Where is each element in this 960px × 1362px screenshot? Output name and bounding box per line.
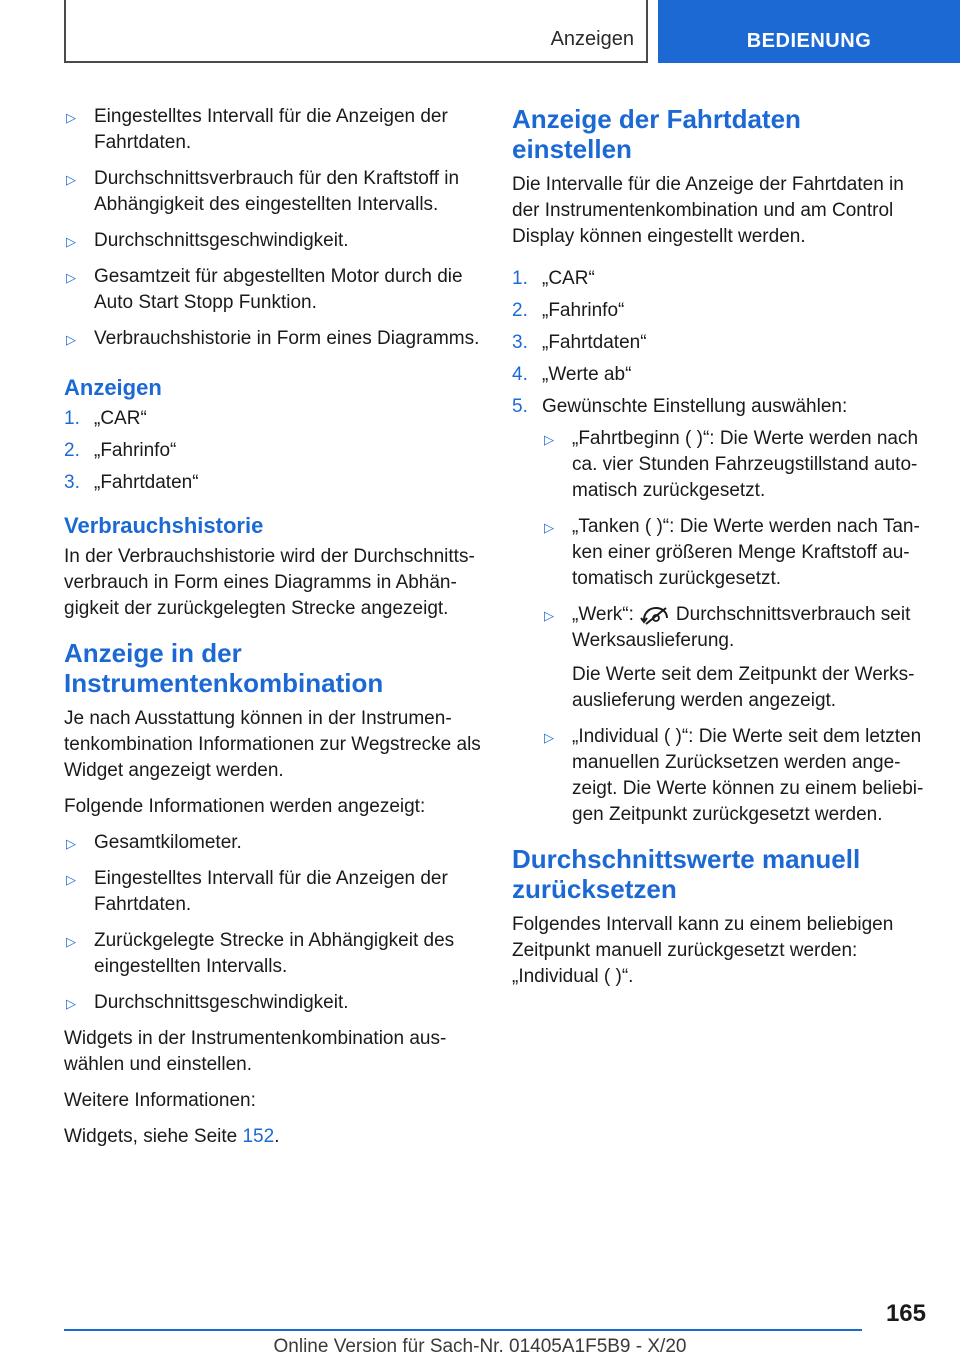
werk-note: Die Werte seit dem Zeitpunkt der Werksauslieferung werden angezeigt. [572, 664, 915, 711]
list-item: ▷ Durchschnittsgeschwindigkeit. [64, 990, 482, 1016]
list-item: ▷ Eingestelltes Intervall für die Anzeigen der Fahrtdaten. [66, 106, 448, 153]
step-item: 2. „Fahrinfo“ [64, 440, 177, 461]
list-item: ▷ Durchschnittsgeschwindigkeit. [64, 228, 482, 254]
heading-fahrtdaten-einstellen: Anzeige der Fahrtdaten einstellen [512, 104, 801, 164]
step-item: 4. „Werte ab“ [512, 364, 632, 385]
triangle-bullet-icon: ▷ [66, 332, 76, 347]
triangle-bullet-icon: ▷ [544, 432, 554, 447]
left-column [64, 104, 482, 1160]
page-number: 165 [885, 1300, 926, 1327]
kombi-paragraph-3: Widgets in der Instrumentenkombination auswählen und einstellen. [64, 1028, 447, 1075]
einstellen-paragraph: Die Intervalle für die Anzeige der Fahrtdaten in der Instrumentenkombination und am Control Display können eingestellt werden. [512, 174, 904, 247]
heading-instrumentenkombination: Anzeige in der Instrumentenkombination [64, 638, 384, 698]
option-tanken: ▷ „Tanken ( )“: Die Werte werden nach Tanken einer größeren Menge Kraftstoff automatisch zurückgesetzt. [544, 516, 920, 589]
factory-reset-icon [638, 604, 672, 626]
triangle-bullet-icon: ▷ [544, 608, 554, 623]
triangle-bullet-icon: ▷ [544, 520, 554, 535]
einstellen-steps [512, 266, 928, 828]
right-column [512, 104, 928, 1000]
historie-paragraph: In der Verbrauchshistorie wird der Durchschnittsverbrauch in Form eines Diagramms in Abhängigkeit der zurückgelegten Strecke angezeigt. [64, 546, 475, 619]
heading-anzeigen: Anzeigen [64, 375, 162, 400]
step-item: 3. „Fahrtdaten“ [64, 472, 199, 493]
list-item: ▷ Gesamtkilometer. [64, 830, 482, 856]
chapter-title: BEDIENUNG [746, 30, 872, 52]
list-item: ▷ Eingestelltes Intervall für die Anzeigen der Fahrtdaten. [66, 868, 448, 915]
option-werk: ▷ „Werk“: Durchschnittsverbrauch seit Werksauslieferung. Die Werte seit dem Zeitpunkt der Werksauslieferung werden angezeigt. [542, 602, 928, 714]
kombi-paragraph-1: Je nach Ausstattung können in der Instrumentenkombination Informationen zur Wegstrecke als Widget angezeigt werden. [64, 708, 481, 781]
kombi-paragraph-2: Folgende Informationen werden angezeigt: [64, 796, 426, 817]
triangle-bullet-icon: ▷ [66, 872, 76, 887]
step-item: 2. „Fahrinfo“ [512, 300, 625, 321]
heading-durchschnittswerte-zuruecksetzen: Durchschnittswerte manuell zurücksetzen [512, 844, 861, 904]
triangle-bullet-icon: ▷ [66, 934, 76, 949]
option-individual: ▷ „Individual ( )“: Die Werte seit dem letzten manuellen Zurücksetzen werden angezeigt. Die Werte können zu einem beliebigen Zeitpunkt zurückgesetzt werden. [544, 726, 924, 825]
triangle-bullet-icon: ▷ [66, 270, 76, 285]
list-item: ▷ Zurückgelegte Strecke in Abhängigkeit des eingestellten Intervalls. [66, 930, 455, 977]
footer-text: Online Version für Sach-Nr. 01405A1F5B9 - X/20 [273, 1336, 687, 1357]
triangle-bullet-icon: ▷ [66, 996, 76, 1011]
kombi-bullet-list [64, 830, 482, 1016]
triangle-bullet-icon: ▷ [66, 234, 76, 249]
heading-verbrauchshistorie: Verbrauchshistorie [64, 513, 264, 538]
triangle-bullet-icon: ▷ [66, 836, 76, 851]
reset-paragraph: Folgendes Intervall kann zu einem beliebigen Zeitpunkt manuell zurückgesetzt werden: „Individual ( )“. [512, 914, 894, 987]
section-title: Anzeigen [550, 28, 634, 50]
option-bullet-list [542, 426, 928, 828]
list-item: ▷ Durchschnittsverbrauch für den Kraftstoff in Abhängigkeit des eingestellten Intervalls. [66, 168, 460, 215]
list-item: ▷ Verbrauchshistorie in Form eines Diagramms. [64, 326, 482, 352]
more-info-label: Weitere Informationen: [64, 1090, 256, 1111]
chapter-tab [658, 0, 960, 63]
triangle-bullet-icon: ▷ [66, 172, 76, 187]
footer-divider [64, 1329, 862, 1331]
page-link-152[interactable]: 152 [242, 1126, 275, 1147]
triangle-bullet-icon: ▷ [544, 730, 554, 745]
step-item: 1. „CAR“ [64, 408, 147, 429]
option-fahrtbeginn: ▷ „Fahrtbeginn ( )“: Die Werte werden nach ca. vier Stunden Fahrzeugstillstand automatisch zurückgesetzt. [544, 428, 919, 501]
step-item: 3. „Fahrtdaten“ [512, 332, 647, 353]
header-frame [64, 0, 648, 63]
step-item: 5. Gewünschte Einstellung auswählen: ▷ „Fahrtbeginn ( )“: Die Werte werden nach ca. vier Stunden Fahrzeugstillstand automatisch zurückgesetzt. ▷ „Tanken ( )“: Die Werte werden nach Tanken einer größeren Menge Kraftstoff automatisch zurückgesetzt. ▷ „Werk“: Durchschnittsverbrauch seit Werksauslieferung. Die Werte seit dem Zeitpunkt der Werksauslieferung werden angezeigt. ▷ „Individual ( )“: Die Werte seit dem letzten manuellen Zurücksetzen werden angezeigt. Die Werte können zu einem beliebigen Zeitpunkt zurückgesetzt werden. [512, 394, 928, 828]
list-item: ▷ Gesamtzeit für abgestellten Motor durch die Auto Start Stopp Funktion. [66, 266, 463, 313]
intro-bullet-list [64, 104, 482, 352]
anzeigen-steps [64, 406, 482, 496]
widgets-reference: Widgets, siehe Seite 152. [64, 1126, 280, 1147]
step-item: 1. „CAR“ [512, 268, 595, 289]
triangle-bullet-icon: ▷ [66, 110, 76, 125]
